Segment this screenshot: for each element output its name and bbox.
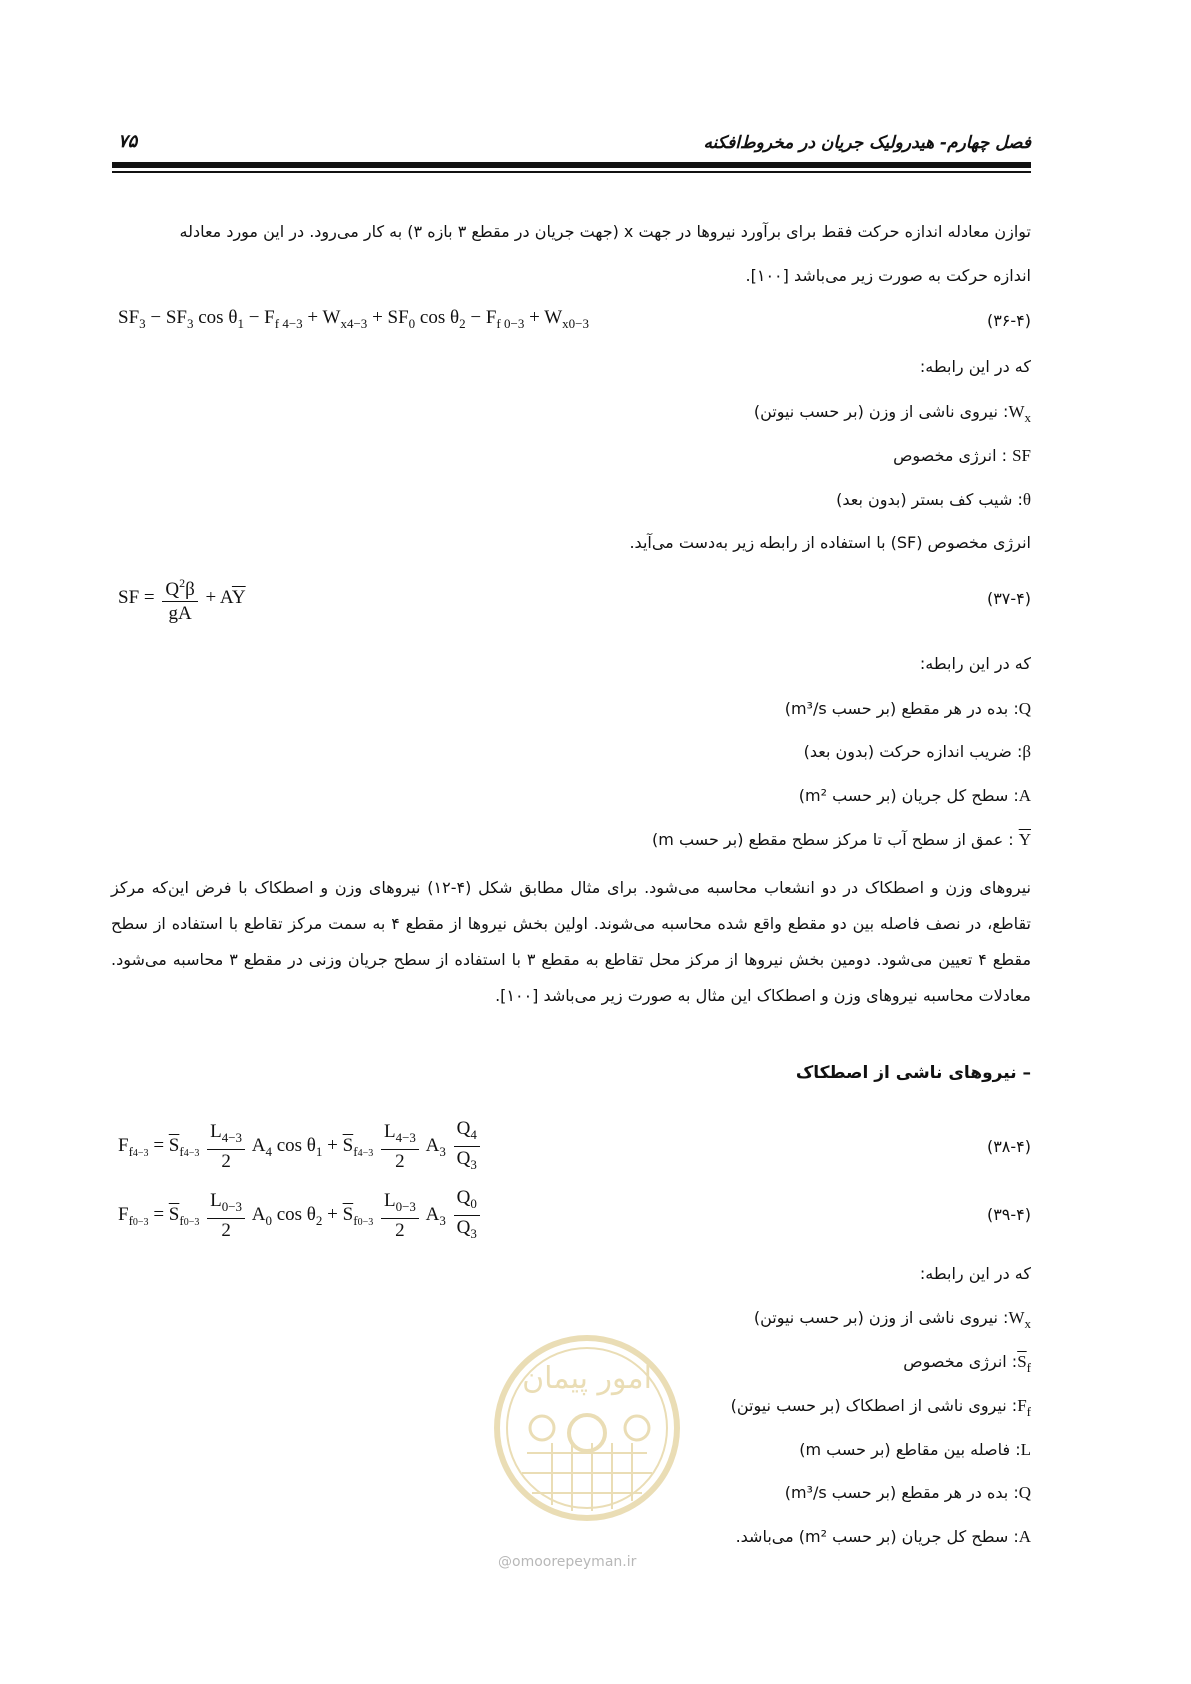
def3-sf: $\overline{S}_f$: انرژی مخصوص bbox=[903, 1352, 1031, 1375]
watermark-seal-graphic bbox=[492, 1333, 682, 1523]
defs2-intro: که در این رابطه: bbox=[919, 654, 1031, 673]
equation-37-fraction: $\frac{Q^2\beta}{gA}$ bbox=[162, 572, 197, 625]
def3-l: L: فاصله بین مقاطع (بر حسب m) bbox=[799, 1440, 1031, 1459]
equation-39-number: (۳۹-۴) bbox=[986, 1205, 1031, 1224]
paragraph-weight-friction: نیروهای وزن و اصطکاک در دو انشعاب محاسبه می‌شود. برای مثال مطابق شکل (۴-۱۲) نیروهای وزن و اصطکاک با فرض این‌که مرکز تقاطع، در نصف فاصله بین دو مقطع واقع شده محاسبه می‌شوند. اولین بخش نیروها از مقطع ۴ به سمت مرکز تقاطع با استفاده از سطح مقطع ۴ تعیین می‌شود. دومین بخش نیروها از مرکز محل تقاطع به مقطع ۳ با استفاده از سطح جریان وزنی در مقطع ۳ محاسبه می‌شود. معادلات محاسبه نیروهای وزن و اصطکاک این مثال به صورت زیر می‌باشد [۱۰۰]. bbox=[111, 878, 1032, 1005]
header-rule-thin bbox=[112, 171, 1031, 173]
header-rule-thick bbox=[112, 162, 1031, 168]
def3-q: Q: بده در هر مقطع (بر حسب m³/s) bbox=[784, 1483, 1031, 1502]
equation-38-number: (۳۸-۴) bbox=[986, 1137, 1031, 1156]
watermark-url: @omoorepeyman.ir bbox=[498, 1554, 637, 1570]
watermark-seal bbox=[492, 1333, 682, 1523]
equation-37-number: (۳۷-۴) bbox=[986, 589, 1031, 608]
equation-36-number: (۳۶-۴) bbox=[986, 311, 1031, 330]
def-ybar: $\overline{Y}$ : عمق از سطح آب تا مرکز سطح مقطع (بر حسب m) bbox=[652, 830, 1031, 849]
defs1-after: انرژی مخصوص (SF) با استفاده از رابطه زیر به‌دست می‌آید. bbox=[629, 533, 1031, 552]
defs3-intro: که در این رابطه: bbox=[919, 1264, 1031, 1283]
def3-wx: $W_x$: نیروی ناشی از وزن (بر حسب نیوتن) bbox=[753, 1308, 1031, 1331]
equation-39: $F_{f0-3} = \overline{S}_{f0-3}$ $\frac{L_{0-3}}{2}$ $A_0$ $\cos \theta_2 + \overline{S}_{f0-3}$ $\frac{L_{0-3}}{2}$ $A_3$ $\frac{Q_0}{Q_3}$ bbox=[118, 1186, 483, 1245]
running-header-title: فصل چهارم- هیدرولیک جریان در مخروط‌افکنه bbox=[703, 133, 1031, 153]
svg-text:امور پیمان: امور پیمان bbox=[522, 1361, 652, 1396]
intro-line-1: توازن معادله اندازه حرکت فقط برای برآورد نیروها در جهت x (جهت جریان در مقطع ۳ بازه ۳) به کار می‌رود. در این مورد معادله bbox=[179, 222, 1031, 241]
def-area: A: سطح کل جریان (بر حسب m²) bbox=[798, 786, 1031, 805]
intro-line-2: اندازه حرکت به صورت زیر می‌باشد [۱۰۰]. bbox=[745, 266, 1031, 285]
def3-ff: $F_f$: نیروی ناشی از اصطکاک (بر حسب نیوتن) bbox=[730, 1396, 1031, 1419]
def-theta: θ: شیب کف بستر (بدون بعد) bbox=[836, 490, 1031, 509]
equation-36: $SF_3 - SF_3$ $\cos \theta_1 - F_{f 4-3} + W_{x4-3} + SF_0$ $\cos \theta_2 - F_{f 0-3} + W_{x0-3}$ bbox=[118, 307, 589, 331]
equation-38: $F_{f4-3} = \overline{S}_{f4-3}$ $\frac{L_{4-3}}{2}$ $A_4$ $\cos \theta_1 + \overline{S}_{f4-3}$ $\frac{L_{4-3}}{2}$ $A_3$ $\frac{Q_4}{Q_3}$ bbox=[118, 1117, 483, 1176]
def-wx: $W_x$: نیروی ناشی از وزن (بر حسب نیوتن) bbox=[753, 402, 1031, 425]
def-sf: SF : انرژی مخصوص bbox=[893, 446, 1031, 465]
page-number: ۷۵ bbox=[118, 131, 138, 152]
section-heading-friction: – نیروهای ناشی از اصطکاک bbox=[795, 1063, 1031, 1083]
equation-37: SF = $\frac{Q^2\beta}{gA}$ + $A\overline{Y}$ bbox=[118, 572, 246, 625]
def-beta: β: ضریب اندازه حرکت (بدون بعد) bbox=[803, 742, 1031, 761]
def3-a: A: سطح کل جریان (بر حسب m²) می‌باشد. bbox=[735, 1527, 1031, 1546]
def-q: Q: بده در هر مقطع (بر حسب m³/s) bbox=[784, 699, 1031, 718]
defs1-intro: که در این رابطه: bbox=[919, 357, 1031, 376]
